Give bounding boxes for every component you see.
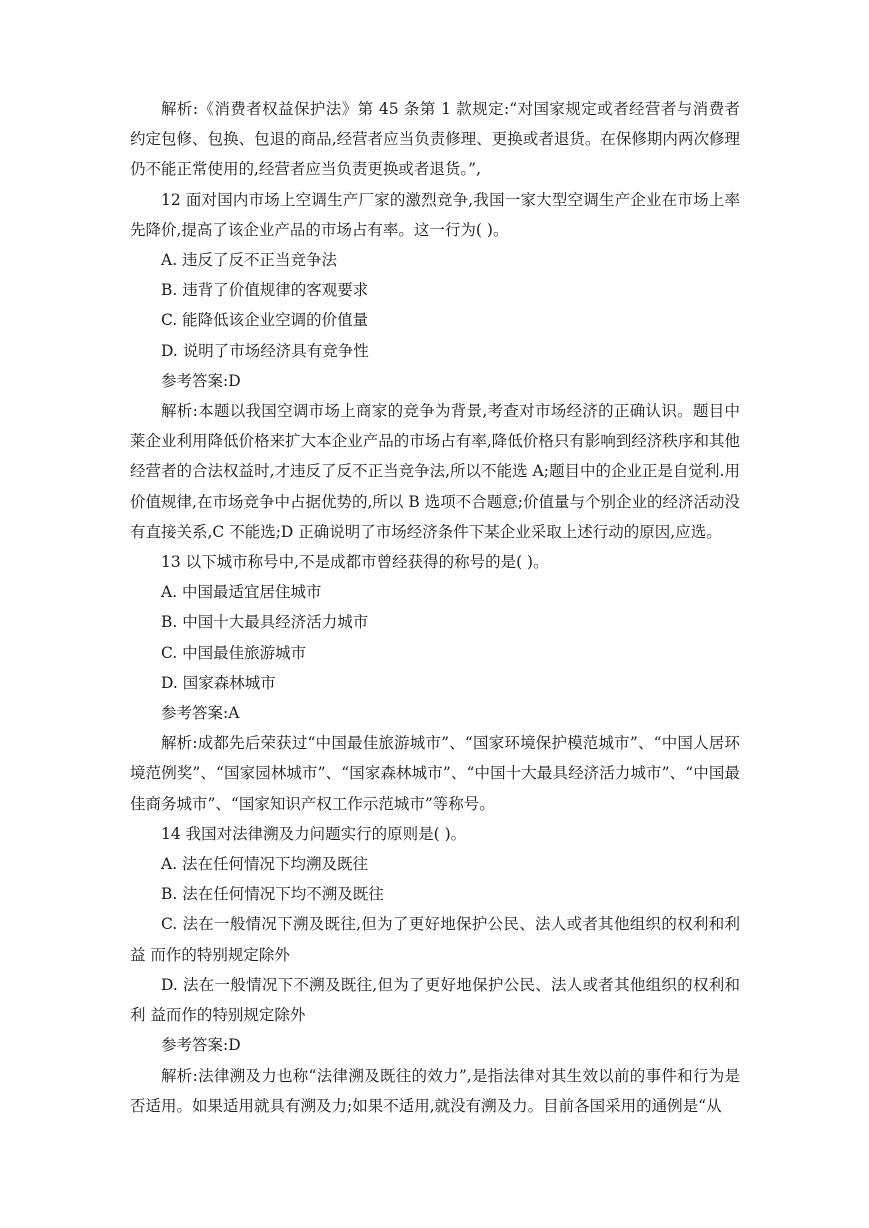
document-page (130, 94, 740, 1121)
q12-option-a: A. 违反了反不正当竞争法 (161, 251, 338, 270)
q12-option-d: D. 说明了市场经济具有竞争性 (161, 341, 369, 360)
explanation-q13: 解析:成都先后荣获过“中国最佳旅游城市”、“国家环境保护模范城市”、“中国人居环境范例奖”、“国家园林城市”、“国家森林城市”、“中国十大最具经济活力城市”、“中国最佳商务城市”、“国家知识产权工作示范城市”等称号。 (130, 734, 740, 813)
q13-option-c: C. 中国最佳旅游城市 (161, 643, 307, 662)
q12-option-b: B. 违背了价值规律的客观要求 (161, 281, 369, 300)
q12-answer: 参考答案:D (161, 371, 241, 390)
explanation-q14: 解析:法律溯及力也称“法律溯及既往的效力”,是指法律对其生效以前的事件和行为是否适用。如果适用就具有溯及力;如果不适用,就没有溯及力。目前各国采用的通例是“从 (130, 1066, 740, 1115)
q14-answer: 参考答案:D (161, 1036, 241, 1055)
q12-option-c: C. 能降低该企业空调的价值量 (161, 311, 369, 330)
question-14: 14 我国对法律溯及力问题实行的原则是( )。 (161, 824, 467, 843)
q13-option-a: A. 中国最适宜居住城市 (161, 583, 322, 602)
q14-option-a: A. 法在任何情况下均溯及既往 (161, 855, 369, 874)
q13-option-b: B. 中国十大最具经济活力城市 (161, 613, 369, 632)
q14-option-c: C. 法在一般情况下溯及既往,但为了更好地保护公民、法人或者其他组织的权利和利益 而作的特别规定除外 (130, 915, 740, 964)
q13-answer: 参考答案:A (161, 704, 240, 723)
explanation-q12: 解析:本题以我国空调市场上商家的竞争为背景,考查对市场经济的正确认识。题目中莱企业利用降低价格来扩大本企业产品的市场占有率,降低价格只有影响到经济秩序和其他经营者的合法权益时,才违反了反不正当竞争法,所以不能选 A;题目中的企业正是自觉利.用价值规律,在市场竞争中占据优势的,所以 B 选项不合题意;价值量与个别企业的经济活动没有直接关系,C 不能选;D 正确说明了市场经济条件下某企业采取上述行动的原因,应选。 (130, 402, 740, 541)
explanation-q11: 解析:《消费者权益保护法》第 45 条第 1 款规定:“对国家规定或者经营者与消费者约定包修、包换、包退的商品,经营者应当负责修理、更换或者退货。在保修期内两次修理仍不能正常使用的,经营者应当负责更换或者退货。”, (130, 100, 740, 179)
q14-option-d: D. 法在一般情况下不溯及既往,但为了更好地保护公民、法人或者其他组织的权利和利 益而作的特别规定除外 (130, 975, 740, 1025)
question-12: 12 面对国内市场上空调生产厂家的激烈竞争,我国一家大型空调生产企业在市场上率先降价,提高了该企业产品的市场占有率。这一行为( )。 (130, 190, 740, 239)
question-13: 13 以下城市称号中,不是成都市曾经获得的称号的是( )。 (161, 553, 549, 572)
q14-option-b: B. 法在任何情况下均不溯及既往 (161, 885, 384, 904)
q13-option-d: D. 国家森林城市 (161, 673, 276, 692)
